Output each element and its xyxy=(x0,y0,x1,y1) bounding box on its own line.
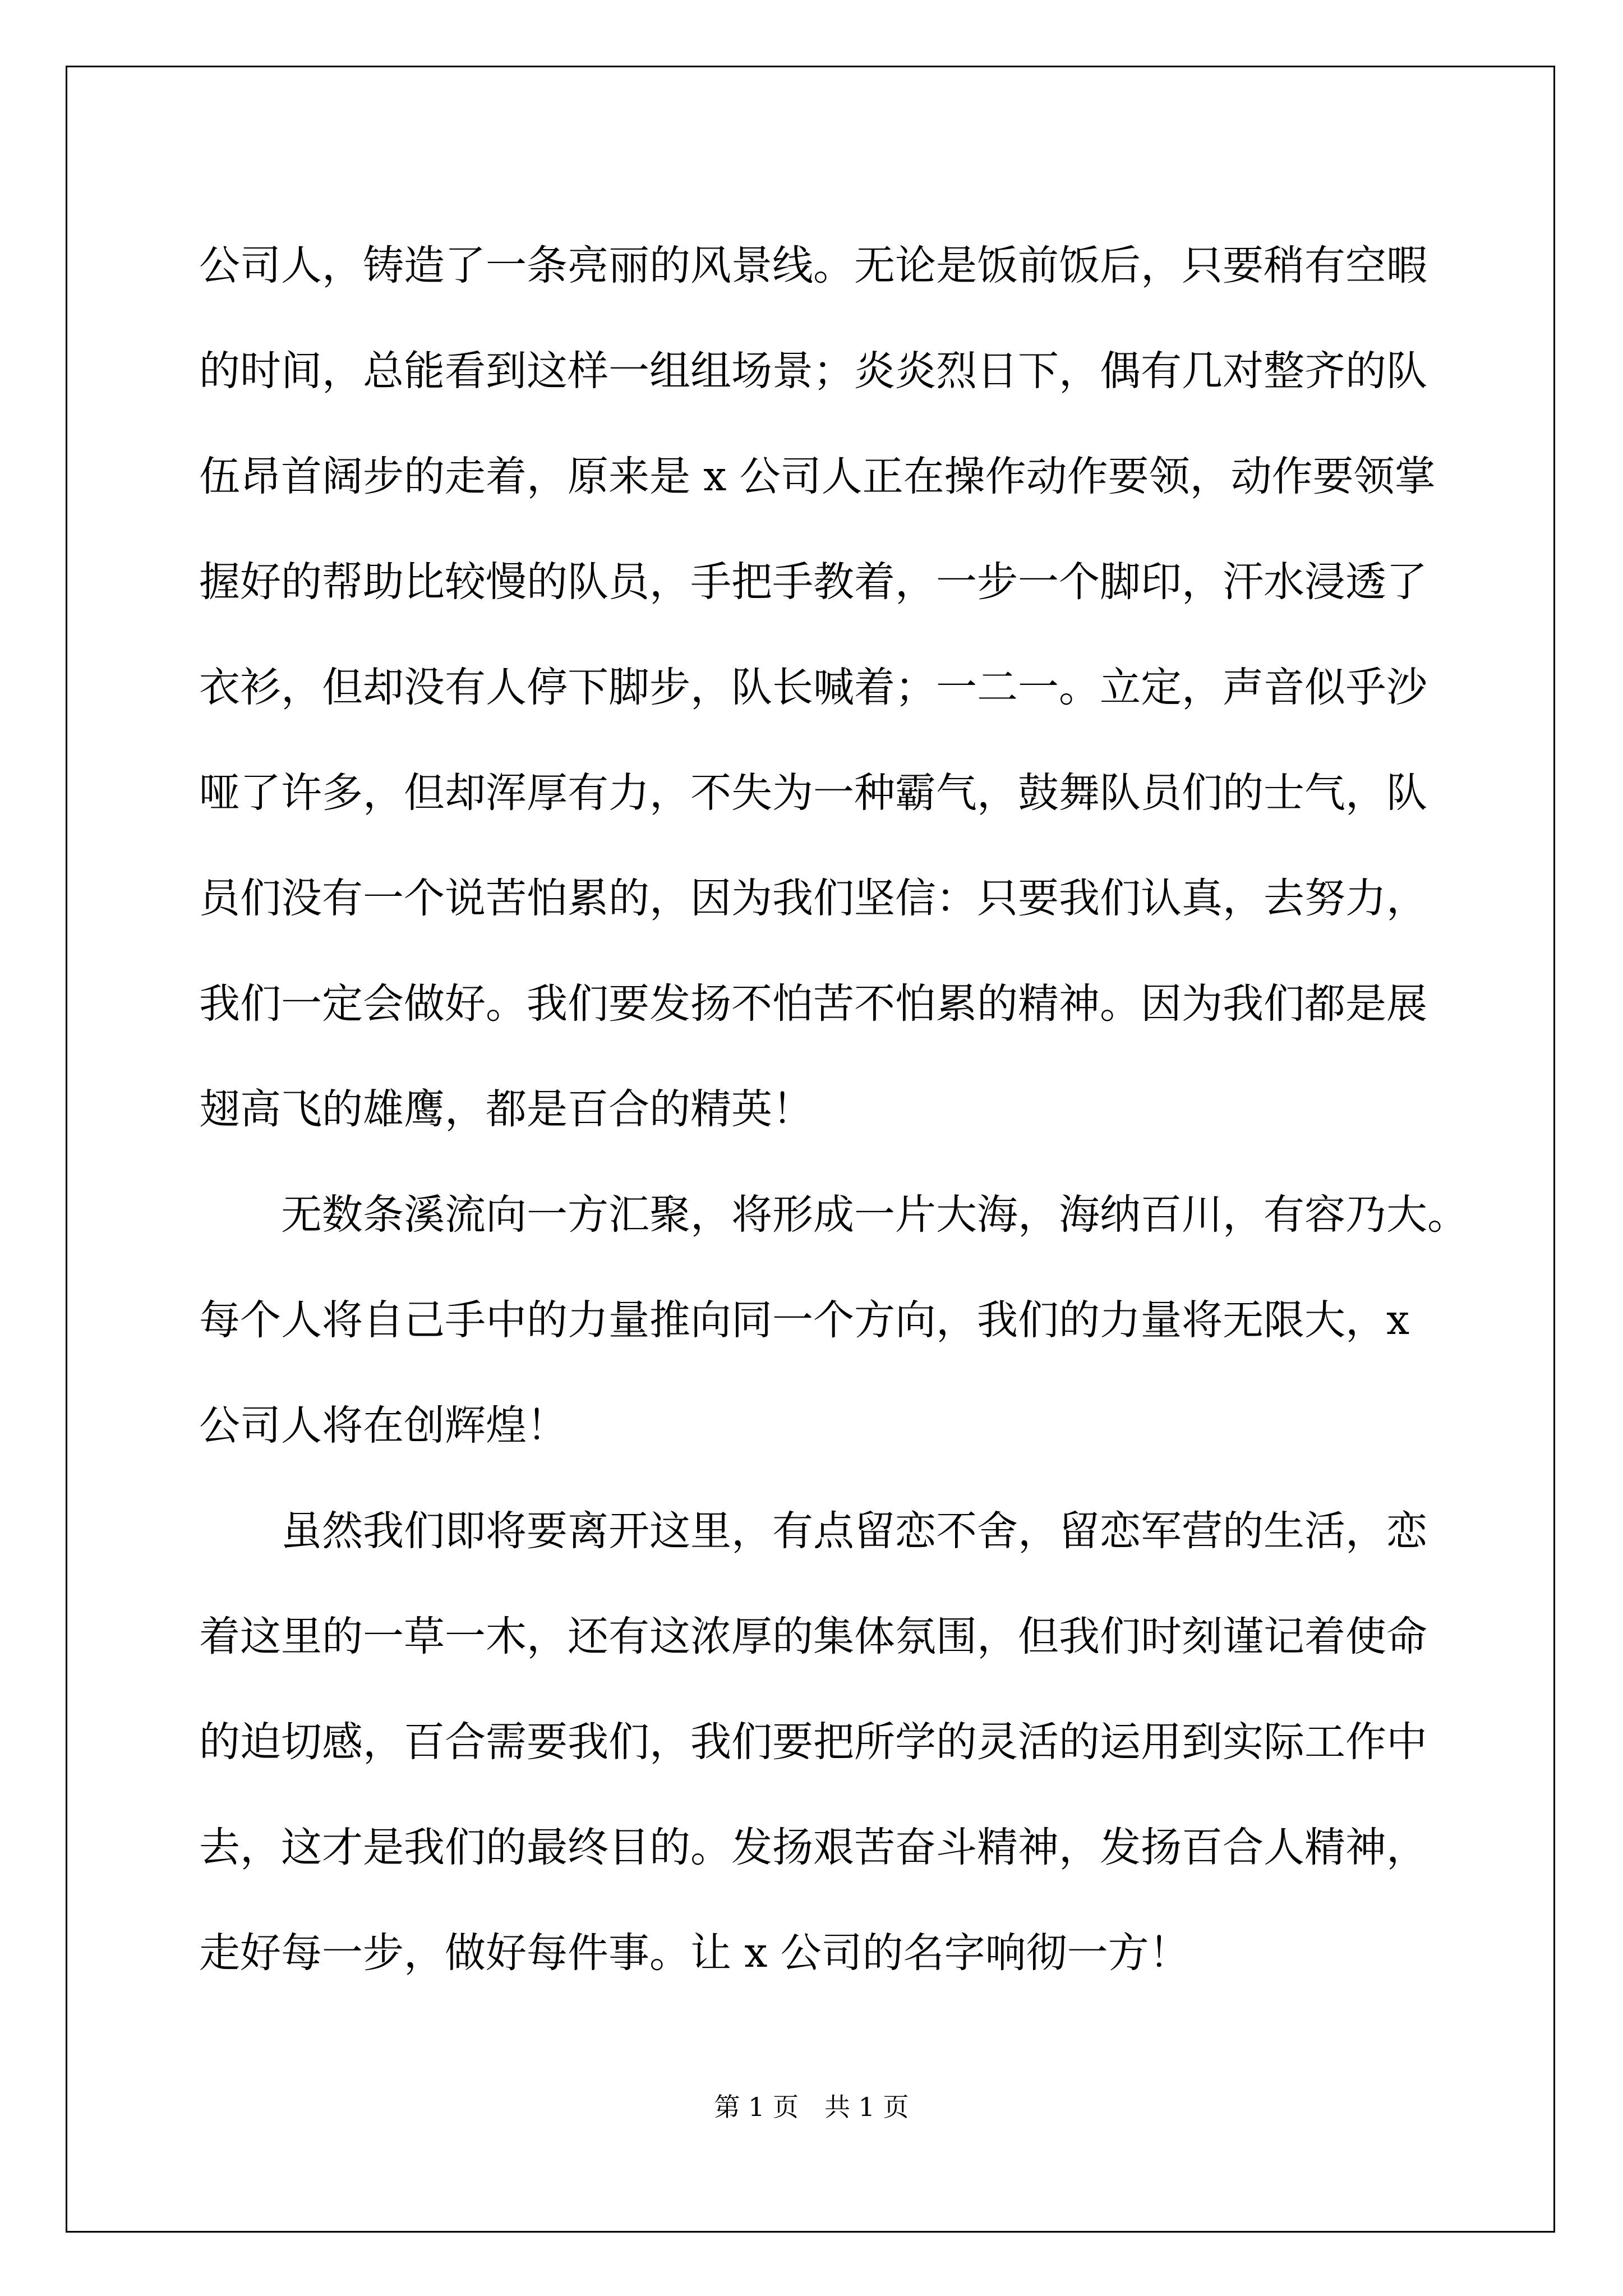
text-line: 去，这才是我们的最终目的。发扬艰苦奋斗精神，发扬百合人精神， xyxy=(199,1824,1427,1871)
text-line: 员们没有一个说苦怕累的，因为我们坚信：只要我们认真，去努力， xyxy=(199,875,1427,922)
text-line: 的迫切感，百合需要我们，我们要把所学的灵活的运用到实际工作中 xyxy=(199,1718,1427,1766)
text-line: 走好每一步，做好每件事。让 x 公司的名字响彻一方！ xyxy=(199,1929,1190,1977)
document-body xyxy=(199,213,1468,2006)
page-footer: 第 1 页 共 1 页 xyxy=(714,2092,909,2122)
text-line: 衣衫，但却没有人停下脚步，队长喊着；一二一。立定，声音似乎沙 xyxy=(199,664,1427,711)
text-line: 公司人，铸造了一条亮丽的风景线。无论是饭前饭后，只要稍有空暇 xyxy=(199,242,1427,289)
text-line: 的时间，总能看到这样一组组场景；炎炎烈日下，偶有几对整齐的队 xyxy=(199,347,1427,395)
text-line: 翅高飞的雄鹰，都是百合的精英！ xyxy=(199,1085,813,1133)
text-line: 着这里的一草一木，还有这浓厚的集体氛围，但我们时刻谨记着使命 xyxy=(199,1613,1427,1660)
text-line: 每个人将自己手中的力量推向同一个方向，我们的力量将无限大，x xyxy=(199,1296,1410,1344)
paragraph-3 xyxy=(199,1479,1433,2006)
text-line: 哑了许多，但却浑厚有力，不失为一种霸气，鼓舞队员们的士气，队 xyxy=(199,769,1427,817)
text-line: 我们一定会做好。我们要发扬不怕苦不怕累的精神。因为我们都是展 xyxy=(199,980,1427,1028)
text-line: 无数条溪流向一方汇聚，将形成一片大海，海纳百川，有容乃大。 xyxy=(281,1191,1468,1239)
paragraph-1 xyxy=(199,213,1436,1162)
text-line: 虽然我们即将要离开这里，有点留恋不舍，留恋军营的生活，恋 xyxy=(281,1507,1427,1555)
text-line: 公司人将在创辉煌！ xyxy=(199,1402,568,1450)
text-line: 伍昂首阔步的走着，原来是 x 公司人正在操作动作要领，动作要领掌 xyxy=(199,453,1436,500)
paragraph-2 xyxy=(199,1162,1468,1479)
text-line: 握好的帮助比较慢的队员，手把手教着，一步一个脚印，汗水浸透了 xyxy=(199,558,1427,606)
